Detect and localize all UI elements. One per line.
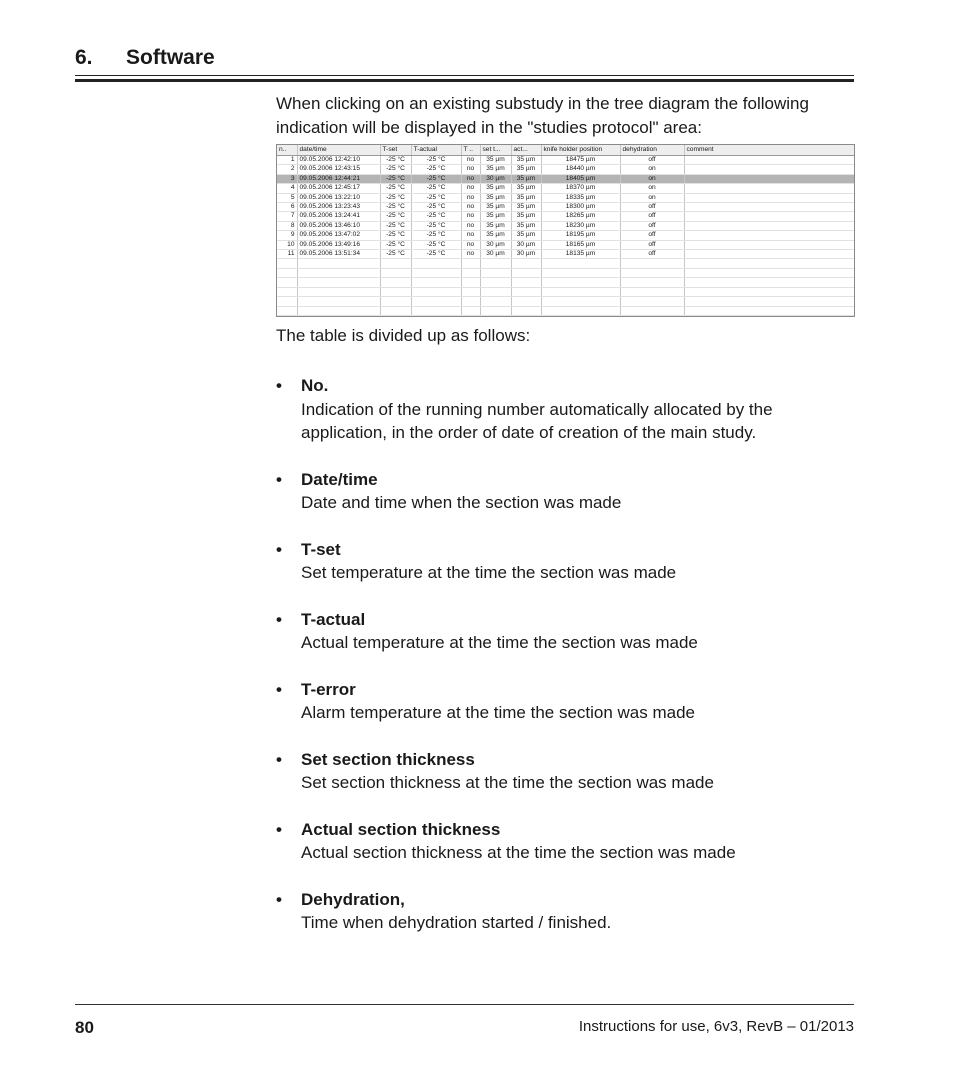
table-cell bbox=[277, 297, 297, 306]
table-cell: 09.05.2006 12:44:21 bbox=[297, 174, 380, 183]
table-cell bbox=[684, 203, 854, 212]
table-cell: 35 µm bbox=[511, 174, 541, 183]
bullet-icon: • bbox=[276, 889, 282, 909]
table-cell: no bbox=[461, 156, 480, 165]
table-cell: off bbox=[620, 156, 684, 165]
table-cell: no bbox=[461, 250, 480, 259]
studies-protocol-table bbox=[276, 144, 855, 317]
empty-table-row bbox=[277, 278, 854, 287]
bullet-icon: • bbox=[276, 679, 282, 699]
table-row[interactable] bbox=[277, 212, 854, 221]
table-cell: 1 bbox=[277, 156, 297, 165]
table-cell bbox=[380, 278, 411, 287]
table-cell bbox=[461, 287, 480, 296]
header-rule-thin bbox=[75, 75, 854, 76]
column-header[interactable]: dehydration bbox=[620, 145, 684, 156]
table-cell bbox=[511, 306, 541, 315]
empty-table-row bbox=[277, 268, 854, 277]
item-title: Dehydration, bbox=[301, 889, 405, 909]
table-cell bbox=[684, 212, 854, 221]
table-cell bbox=[684, 278, 854, 287]
table-cell bbox=[480, 278, 511, 287]
table-cell bbox=[411, 259, 461, 268]
table-cell: 18440 µm bbox=[541, 165, 620, 174]
table-cell: 30 µm bbox=[480, 250, 511, 259]
item-description: Indication of the running number automatically allocated by the application, in the order of date of creation of the main study. bbox=[301, 399, 773, 442]
table-cell bbox=[541, 297, 620, 306]
table-cell: 35 µm bbox=[511, 203, 541, 212]
table-cell: 35 µm bbox=[511, 184, 541, 193]
column-header[interactable]: T .. bbox=[461, 145, 480, 156]
table-cell bbox=[684, 221, 854, 230]
table-cell bbox=[620, 268, 684, 277]
table-cell: 18165 µm bbox=[541, 240, 620, 249]
table-cell bbox=[277, 259, 297, 268]
empty-table-row bbox=[277, 287, 854, 296]
table-cell bbox=[684, 240, 854, 249]
table-cell bbox=[684, 287, 854, 296]
table-row[interactable] bbox=[277, 240, 854, 249]
table-cell: 09.05.2006 13:47:02 bbox=[297, 231, 380, 240]
table-cell: 35 µm bbox=[480, 184, 511, 193]
column-header[interactable]: knife holder position bbox=[541, 145, 620, 156]
table-row[interactable] bbox=[277, 231, 854, 240]
list-item bbox=[276, 678, 856, 725]
empty-table-row bbox=[277, 297, 854, 306]
table-cell: no bbox=[461, 193, 480, 202]
table-cell bbox=[684, 259, 854, 268]
table-cell: 3 bbox=[277, 174, 297, 183]
bullet-icon: • bbox=[276, 749, 282, 769]
table-cell bbox=[297, 287, 380, 296]
table-cell: 18300 µm bbox=[541, 203, 620, 212]
table-cell bbox=[541, 259, 620, 268]
item-description: Set section thickness at the time the section was made bbox=[301, 773, 714, 792]
table-cell: -25 °C bbox=[411, 221, 461, 230]
item-description: Actual temperature at the time the section was made bbox=[301, 633, 698, 652]
table-cell: 6 bbox=[277, 203, 297, 212]
table-cell bbox=[277, 278, 297, 287]
table-cell: 11 bbox=[277, 250, 297, 259]
table-cell: 35 µm bbox=[511, 156, 541, 165]
header-rule-thick bbox=[75, 79, 854, 82]
section-header bbox=[75, 44, 854, 84]
table-cell bbox=[380, 297, 411, 306]
column-header[interactable]: comment bbox=[684, 145, 854, 156]
table-cell bbox=[511, 268, 541, 277]
table-cell: 35 µm bbox=[511, 221, 541, 230]
item-description: Time when dehydration started / finished. bbox=[301, 913, 612, 932]
item-description: Date and time when the section was made bbox=[301, 493, 622, 512]
table-row[interactable] bbox=[277, 193, 854, 202]
table-cell bbox=[511, 287, 541, 296]
list-item bbox=[276, 608, 856, 655]
column-header[interactable]: T-set bbox=[380, 145, 411, 156]
table-cell bbox=[380, 259, 411, 268]
table-cell bbox=[461, 278, 480, 287]
table-cell: 4 bbox=[277, 184, 297, 193]
table-cell bbox=[277, 306, 297, 315]
page-number: 80 bbox=[75, 1018, 94, 1037]
table-cell: no bbox=[461, 174, 480, 183]
item-title: No. bbox=[301, 376, 329, 395]
item-title: Actual section thickness bbox=[301, 819, 501, 839]
bullet-icon: • bbox=[276, 609, 282, 629]
table-cell bbox=[480, 268, 511, 277]
table-cell bbox=[461, 306, 480, 315]
table-cell: -25 °C bbox=[380, 240, 411, 249]
table-cell bbox=[684, 174, 854, 183]
table-cell bbox=[684, 306, 854, 315]
table-cell: 7 bbox=[277, 212, 297, 221]
table-cell bbox=[480, 306, 511, 315]
table-cell bbox=[461, 297, 480, 306]
table-cell bbox=[380, 306, 411, 315]
table-cell: 09.05.2006 13:51:34 bbox=[297, 250, 380, 259]
table-cell: 09.05.2006 13:46:10 bbox=[297, 221, 380, 230]
table-cell: no bbox=[461, 240, 480, 249]
table-cell: on bbox=[620, 193, 684, 202]
table-cell: 35 µm bbox=[480, 221, 511, 230]
table-cell: 35 µm bbox=[511, 212, 541, 221]
table-cell: 8 bbox=[277, 221, 297, 230]
table-cell: -25 °C bbox=[411, 231, 461, 240]
table-cell bbox=[684, 231, 854, 240]
table-cell: -25 °C bbox=[411, 193, 461, 202]
table-cell: 09.05.2006 13:22:10 bbox=[297, 193, 380, 202]
table-cell bbox=[620, 306, 684, 315]
table-cell: off bbox=[620, 240, 684, 249]
bullet-icon: • bbox=[276, 819, 282, 839]
bullet-icon: • bbox=[276, 539, 282, 559]
column-header[interactable]: act... bbox=[511, 145, 541, 156]
table-cell: 09.05.2006 13:24:41 bbox=[297, 212, 380, 221]
item-description: Actual section thickness at the time the section was made bbox=[301, 843, 736, 862]
table-cell: 18335 µm bbox=[541, 193, 620, 202]
table-cell: -25 °C bbox=[411, 250, 461, 259]
table-cell bbox=[684, 268, 854, 277]
table-intro-text: The table is divided up as follows: bbox=[276, 326, 531, 345]
table-row[interactable] bbox=[277, 221, 854, 230]
table-cell: 30 µm bbox=[480, 240, 511, 249]
table-cell: 35 µm bbox=[511, 165, 541, 174]
table-cell: 35 µm bbox=[480, 165, 511, 174]
table-cell: no bbox=[461, 231, 480, 240]
table-row[interactable] bbox=[277, 203, 854, 212]
table-cell bbox=[541, 278, 620, 287]
table-cell bbox=[684, 165, 854, 174]
table-cell bbox=[297, 297, 380, 306]
table-cell bbox=[277, 287, 297, 296]
table-body bbox=[277, 156, 854, 316]
table-cell bbox=[684, 250, 854, 259]
table-cell bbox=[380, 287, 411, 296]
table-cell: 35 µm bbox=[480, 156, 511, 165]
table-cell: 18475 µm bbox=[541, 156, 620, 165]
table-cell: -25 °C bbox=[411, 174, 461, 183]
table-cell: 9 bbox=[277, 231, 297, 240]
table-cell: no bbox=[461, 203, 480, 212]
bullet-icon: • bbox=[276, 376, 282, 395]
table-row[interactable] bbox=[277, 156, 854, 165]
table-cell bbox=[380, 268, 411, 277]
table-cell bbox=[277, 268, 297, 277]
table-cell: on bbox=[620, 184, 684, 193]
empty-table-row bbox=[277, 306, 854, 315]
item-title: T-error bbox=[301, 679, 356, 699]
table-cell: off bbox=[620, 203, 684, 212]
table-cell bbox=[411, 287, 461, 296]
table-cell: on bbox=[620, 165, 684, 174]
table-cell bbox=[480, 287, 511, 296]
table-cell: 18405 µm bbox=[541, 174, 620, 183]
column-header[interactable]: set t... bbox=[480, 145, 511, 156]
table-row[interactable] bbox=[277, 184, 854, 193]
table-cell: -25 °C bbox=[411, 184, 461, 193]
table-cell: 30 µm bbox=[511, 250, 541, 259]
table-cell bbox=[541, 306, 620, 315]
table-cell bbox=[541, 287, 620, 296]
table-cell: 35 µm bbox=[511, 231, 541, 240]
table-cell: 35 µm bbox=[480, 231, 511, 240]
table-cell bbox=[511, 297, 541, 306]
table-cell bbox=[684, 297, 854, 306]
table-cell: off bbox=[620, 212, 684, 221]
list-item bbox=[276, 468, 856, 515]
table-cell: 2 bbox=[277, 165, 297, 174]
table-row[interactable] bbox=[277, 174, 854, 183]
table-cell bbox=[461, 259, 480, 268]
table-cell: 10 bbox=[277, 240, 297, 249]
table-row[interactable] bbox=[277, 165, 854, 174]
list-item bbox=[276, 818, 856, 865]
table-cell: -25 °C bbox=[380, 165, 411, 174]
bullet-icon: • bbox=[276, 469, 282, 489]
table-cell: 09.05.2006 12:42:10 bbox=[297, 156, 380, 165]
table-cell: 18195 µm bbox=[541, 231, 620, 240]
section-number: 6. bbox=[75, 46, 93, 69]
table-cell: -25 °C bbox=[380, 193, 411, 202]
table-cell bbox=[297, 268, 380, 277]
table-cell: 09.05.2006 13:49:16 bbox=[297, 240, 380, 249]
column-header[interactable]: T-actual bbox=[411, 145, 461, 156]
table-cell: -25 °C bbox=[411, 240, 461, 249]
list-item bbox=[276, 374, 856, 445]
table-cell: no bbox=[461, 212, 480, 221]
table-cell: 30 µm bbox=[511, 240, 541, 249]
table-cell: off bbox=[620, 250, 684, 259]
table-cell: -25 °C bbox=[411, 156, 461, 165]
table-cell: 18370 µm bbox=[541, 184, 620, 193]
table-cell: -25 °C bbox=[380, 212, 411, 221]
list-item bbox=[276, 538, 856, 585]
table-cell bbox=[297, 278, 380, 287]
table-cell: off bbox=[620, 221, 684, 230]
table-cell: -25 °C bbox=[380, 174, 411, 183]
table-cell: 35 µm bbox=[511, 193, 541, 202]
table-cell: 18135 µm bbox=[541, 250, 620, 259]
table-cell: 09.05.2006 12:45:17 bbox=[297, 184, 380, 193]
table-cell: 09.05.2006 13:23:43 bbox=[297, 203, 380, 212]
table-cell: 18230 µm bbox=[541, 221, 620, 230]
item-description: Alarm temperature at the time the section was made bbox=[301, 703, 696, 722]
footer-document-info: Instructions for use, 6v3, RevB – 01/2013 bbox=[578, 1018, 854, 1035]
field-description-list bbox=[276, 374, 856, 958]
table-cell bbox=[684, 193, 854, 202]
table-cell: -25 °C bbox=[380, 250, 411, 259]
table-cell bbox=[411, 297, 461, 306]
table-cell bbox=[511, 278, 541, 287]
table-cell: -25 °C bbox=[380, 231, 411, 240]
table-cell: -25 °C bbox=[411, 212, 461, 221]
table-cell: on bbox=[620, 174, 684, 183]
table-cell: 35 µm bbox=[480, 212, 511, 221]
table-cell bbox=[511, 259, 541, 268]
empty-table-row bbox=[277, 259, 854, 268]
table-cell: off bbox=[620, 231, 684, 240]
table-cell bbox=[480, 297, 511, 306]
table-cell: 09.05.2006 12:43:15 bbox=[297, 165, 380, 174]
table-cell: no bbox=[461, 165, 480, 174]
table-cell: 18265 µm bbox=[541, 212, 620, 221]
intro-paragraph: When clicking on an existing substudy in the tree diagram the following indication will be displayed in the "studies protocol" area: bbox=[276, 94, 809, 137]
table-row[interactable] bbox=[277, 250, 854, 259]
table-cell bbox=[480, 259, 511, 268]
item-title: T-set bbox=[301, 539, 341, 559]
item-title: Date/time bbox=[301, 469, 378, 489]
table-cell bbox=[620, 297, 684, 306]
table-cell bbox=[620, 259, 684, 268]
table-cell: -25 °C bbox=[380, 221, 411, 230]
table-header-row bbox=[277, 145, 854, 156]
table-cell: 35 µm bbox=[480, 193, 511, 202]
item-title: T-actual bbox=[301, 609, 366, 629]
table-cell: -25 °C bbox=[380, 203, 411, 212]
table-cell: -25 °C bbox=[411, 165, 461, 174]
table-cell bbox=[297, 306, 380, 315]
item-title: Set section thickness bbox=[301, 749, 475, 769]
section-title: Software bbox=[126, 46, 215, 69]
table-cell: -25 °C bbox=[411, 203, 461, 212]
table-cell bbox=[620, 287, 684, 296]
table-cell: no bbox=[461, 184, 480, 193]
table-cell bbox=[411, 268, 461, 277]
table-cell bbox=[684, 156, 854, 165]
table-cell: -25 °C bbox=[380, 156, 411, 165]
table-cell bbox=[297, 259, 380, 268]
list-item bbox=[276, 888, 856, 935]
table-cell bbox=[620, 278, 684, 287]
column-header[interactable]: date/time bbox=[297, 145, 380, 156]
item-description: Set temperature at the time the section was made bbox=[301, 563, 677, 582]
table-cell: 35 µm bbox=[480, 203, 511, 212]
table-cell bbox=[541, 268, 620, 277]
table-cell: -25 °C bbox=[380, 184, 411, 193]
column-header[interactable]: n.. bbox=[277, 145, 297, 156]
table-cell bbox=[461, 268, 480, 277]
table-cell: 5 bbox=[277, 193, 297, 202]
table-cell: 30 µm bbox=[480, 174, 511, 183]
intro-block bbox=[276, 92, 856, 139]
table-cell bbox=[411, 306, 461, 315]
list-item bbox=[276, 748, 856, 795]
table-cell bbox=[411, 278, 461, 287]
table-cell: no bbox=[461, 221, 480, 230]
table-cell bbox=[684, 184, 854, 193]
footer-rule bbox=[75, 1004, 854, 1005]
